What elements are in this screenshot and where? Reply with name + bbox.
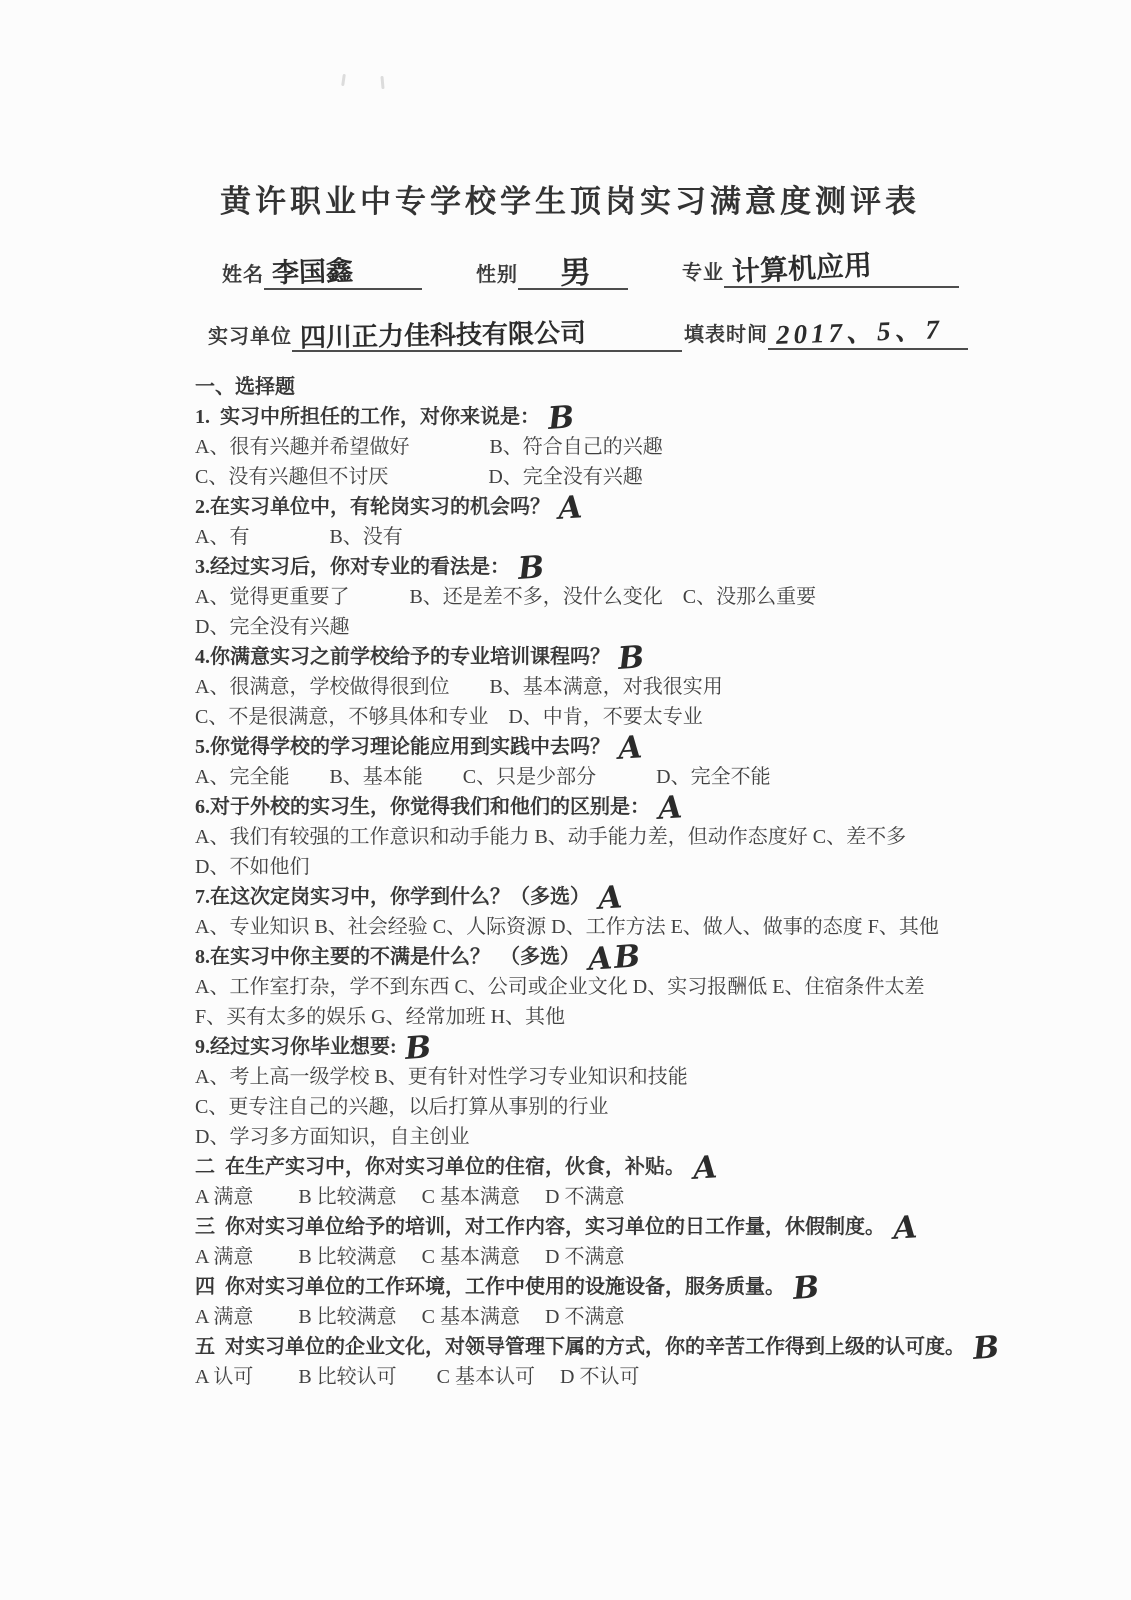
question-8-text: 8.在实习中你主要的不满是什么？ （多选） — [195, 946, 580, 968]
gender-label: 性别 — [476, 264, 518, 286]
section-five-question — [195, 1329, 1005, 1367]
form-title: 黄许职业中专学校学生顶岗实习满意度测评表 — [220, 184, 920, 219]
scan-artifact — [380, 76, 384, 89]
section-two-question — [195, 1149, 1005, 1187]
question-6-text: 6.对于外校的实习生，你觉得我们和他们的区别是： — [195, 796, 650, 818]
section-four-handwritten-answer: B — [791, 1269, 823, 1307]
question-list — [195, 372, 1005, 1392]
question-8-handwritten-answer: AB — [586, 938, 644, 978]
section-two-options-text: A 满意 B 比较满意 C 基本满意 D 不满意 — [195, 1186, 625, 1208]
question-5-options-row-1 — [195, 762, 1005, 792]
question-2-options-row-1 — [195, 522, 1005, 552]
question-2 — [195, 489, 1005, 527]
fill-date-underline — [768, 306, 968, 350]
question-4-options-row-2-text: C、不是很满意，不够具体和专业 D、中肯，不要太专业 — [195, 706, 703, 728]
major-label: 专业 — [682, 262, 724, 284]
question-6 — [195, 789, 1005, 827]
question-3-options-row-2-text: D、完全没有兴趣 — [195, 616, 350, 638]
question-2-handwritten-answer: A — [556, 489, 586, 527]
question-9-options-row-1-text: A、考上高一级学校 B、更有针对性学习专业知识和技能 — [195, 1066, 688, 1088]
name-handwritten-value: 李国鑫 — [271, 255, 354, 289]
name-label: 姓名 — [222, 264, 264, 286]
question-4-handwritten-answer: B — [616, 639, 648, 677]
question-3-handwritten-answer: B — [516, 549, 548, 587]
section-four-options-text: A 满意 B 比较满意 C 基本满意 D 不满意 — [195, 1306, 625, 1328]
question-3-options-row-1-text: A、觉得更重要了 B、还是差不多，没什么变化 C、没那么重要 — [195, 586, 817, 608]
section-four-question-text: 四 你对实习单位的工作环境，工作中使用的设施设备，服务质量。 — [195, 1276, 785, 1298]
question-9-options-row-2-text: C、更专注自己的兴趣，以后打算从事别的行业 — [195, 1096, 609, 1118]
question-8-options-row-2-text: F、买有太多的娱乐 G、经常加班 H、其他 — [195, 1006, 566, 1028]
question-4-options-row-1 — [195, 672, 1005, 702]
question-6-options-row-2-text: D、不如他们 — [195, 856, 310, 878]
question-7-handwritten-answer: A — [596, 879, 626, 917]
question-8-options-row-1-text: A、工作室打杂，学不到东西 C、公司或企业文化 D、实习报酬低 E、住宿条件太差 — [195, 976, 925, 998]
scan-artifact — [341, 74, 346, 86]
section-five-handwritten-answer: B — [971, 1329, 1003, 1367]
fill-date-label: 填表时间 — [684, 324, 768, 346]
section-three-question — [195, 1209, 1005, 1247]
question-9-handwritten-answer: B — [403, 1029, 435, 1067]
internship-unit-handwritten-value: 四川正力佳科技有限公司 — [299, 318, 587, 353]
question-3 — [195, 549, 1005, 587]
internship-unit-label: 实习单位 — [208, 326, 292, 348]
section-four-question — [195, 1269, 1005, 1307]
question-4-text: 4.你满意实习之前学校给予的专业培训课程吗？ — [195, 646, 610, 668]
question-3-options-row-2 — [195, 612, 1005, 642]
internship-unit-field — [208, 306, 682, 352]
section-four-options — [195, 1302, 1005, 1332]
question-9 — [195, 1029, 1005, 1067]
section-two-question-text: 二 在生产实习中，你对实习单位的住宿，伙食，补贴。 — [195, 1156, 685, 1178]
question-1-options-row-1-text: A、很有兴趣并希望做好 B、符合自己的兴趣 — [195, 436, 663, 458]
question-1-text: 1. 实习中所担任的工作，对你来说是： — [195, 406, 540, 428]
fill-date-field — [684, 304, 968, 350]
question-4-options-row-1-text: A、很满意，学校做得很到位 B、基本满意，对我很实用 — [195, 676, 723, 698]
gender-field — [476, 244, 628, 290]
question-9-options-row-3 — [195, 1122, 1005, 1152]
question-5-handwritten-answer: A — [616, 729, 646, 767]
section-three-options-text: A 满意 B 比较满意 C 基本满意 D 不满意 — [195, 1246, 625, 1268]
question-9-options-row-1 — [195, 1062, 1005, 1092]
question-9-options-row-3-text: D、学习多方面知识，自主创业 — [195, 1126, 470, 1148]
question-3-options-row-1 — [195, 582, 1005, 612]
question-9-options-row-2 — [195, 1092, 1005, 1122]
section-five-options — [195, 1362, 1005, 1392]
section-one-heading — [195, 372, 1005, 402]
question-5-text: 5.你觉得学校的学习理论能应用到实践中去吗？ — [195, 736, 610, 758]
name-underline — [264, 246, 422, 290]
question-8-options-row-2 — [195, 1002, 1005, 1032]
question-7-text: 7.在这次定岗实习中，你学到什么？（多选） — [195, 886, 590, 908]
gender-underline — [518, 246, 628, 290]
question-7 — [195, 879, 1005, 917]
question-2-options-row-1-text: A、有 B、没有 — [195, 526, 403, 548]
name-field — [222, 244, 422, 290]
section-five-options-text: A 认可 B 比较认可 C 基本认可 D 不认可 — [195, 1366, 640, 1388]
section-three-question-text: 三 你对实习单位给予的培训，对工作内容，实习单位的日工作量，休假制度。 — [195, 1216, 885, 1238]
gender-handwritten-value: 男 — [558, 254, 592, 291]
question-1-options-row-2-text: C、没有兴趣但不讨厌 D、完全没有兴趣 — [195, 466, 643, 488]
question-5 — [195, 729, 1005, 767]
section-two-handwritten-answer: A — [691, 1149, 721, 1187]
section-five-question-text: 五 对实习单位的企业文化，对领导管理下属的方式，你的辛苦工作得到上级的认可度。 — [195, 1336, 965, 1358]
major-field — [682, 242, 959, 288]
question-3-text: 3.经过实习后，你对专业的看法是： — [195, 556, 510, 578]
major-handwritten-value: 计算机应用 — [731, 250, 873, 289]
question-1 — [195, 399, 1005, 437]
question-6-options-row-2 — [195, 852, 1005, 882]
question-5-options-row-1-text: A、完全能 B、基本能 C、只是少部分 D、完全不能 — [195, 766, 771, 788]
section-three-handwritten-answer: A — [891, 1209, 921, 1247]
major-underline — [724, 244, 959, 288]
internship-unit-underline — [292, 308, 682, 352]
section-three-options — [195, 1242, 1005, 1272]
question-1-handwritten-answer: B — [546, 399, 578, 437]
question-4-options-row-2 — [195, 702, 1005, 732]
question-9-text: 9.经过实习你毕业想要: — [195, 1036, 397, 1058]
question-8 — [195, 938, 1005, 978]
question-2-text: 2.在实习单位中，有轮岗实习的机会吗？ — [195, 496, 550, 518]
question-6-handwritten-answer: A — [656, 789, 686, 827]
question-6-options-row-1-text: A、我们有较强的工作意识和动手能力 B、动手能力差，但动作态度好 C、差不多 — [195, 826, 907, 848]
question-1-options-row-1 — [195, 432, 1005, 462]
question-6-options-row-1 — [195, 822, 1005, 852]
section-one-heading-text: 一、选择题 — [195, 376, 295, 398]
question-7-options-row-1-text: A、专业知识 B、社会经验 C、人际资源 D、工作方法 E、做人、做事的态度 F、其他 — [195, 916, 939, 938]
section-two-options — [195, 1182, 1005, 1212]
question-1-options-row-2 — [195, 462, 1005, 492]
fill-date-handwritten-value: 2017、5、7 — [775, 314, 944, 350]
question-4 — [195, 639, 1005, 677]
